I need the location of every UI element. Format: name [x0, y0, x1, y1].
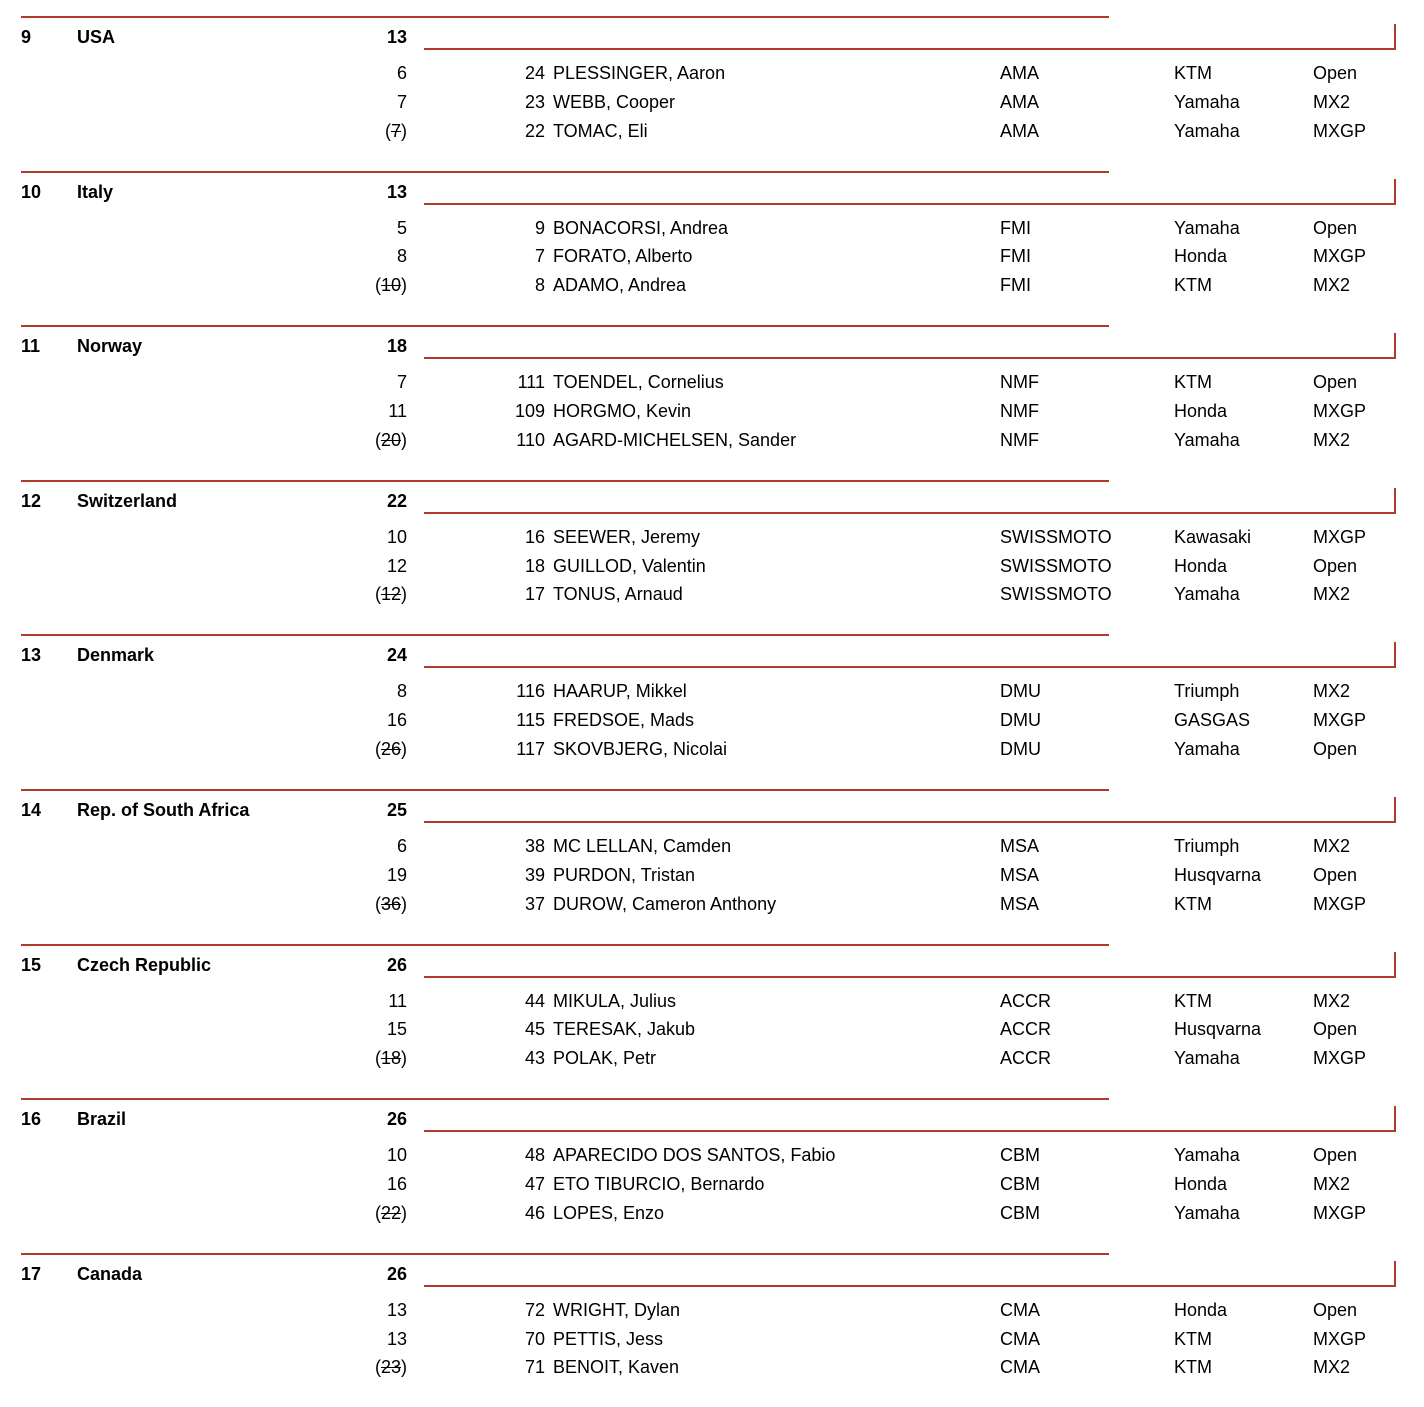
rider-brand: Honda — [1174, 400, 1228, 421]
rider-points — [300, 1300, 407, 1320]
rider-federation: ACCR — [1000, 1048, 1052, 1069]
rider-brand: KTM — [1174, 372, 1212, 393]
rider-brand: Honda — [1174, 555, 1228, 576]
points-value: 19 — [386, 864, 407, 885]
rider-federation: NMF — [1000, 372, 1039, 393]
rider-federation: NMF — [1000, 429, 1039, 450]
points-value: 6 — [396, 63, 407, 83]
rider-name: SKOVBJERG, Nicolai — [553, 738, 728, 759]
rider-number: 110 — [516, 429, 545, 450]
rider-class: MX2 — [1313, 429, 1351, 450]
rider-number: 37 — [524, 893, 545, 914]
rider-name: AGARD-MICHELSEN, Sander — [553, 429, 797, 450]
rider-name: TONUS, Arnaud — [553, 584, 683, 605]
rider-name: BONACORSI, Andrea — [553, 217, 729, 238]
team-total-points: 13 — [386, 27, 407, 47]
rider-federation: FMI — [1000, 246, 1031, 267]
rider-brand: Yamaha — [1174, 217, 1240, 238]
team-country: Rep. of South Africa — [77, 800, 250, 820]
rider-points: (26) — [374, 738, 407, 759]
rider-federation: AMA — [1000, 63, 1040, 83]
rider-class: Open — [1313, 1299, 1358, 1320]
rider-name: PURDON, Tristan — [553, 864, 696, 885]
rider-points — [300, 92, 407, 112]
team-separator-line — [21, 944, 1109, 946]
rider-row — [0, 739, 1424, 767]
rider-number: 17 — [524, 584, 545, 605]
rider-class: MXGP — [1313, 400, 1367, 421]
points-value: 5 — [396, 217, 407, 238]
team-bracket-line — [424, 1106, 1396, 1132]
team-country: Canada — [77, 1263, 143, 1284]
dropped-points-value: 22 — [380, 1202, 401, 1223]
rider-federation: CMA — [1000, 1357, 1040, 1378]
rider-number: 45 — [524, 1019, 545, 1040]
rider-brand: Yamaha — [1174, 1145, 1240, 1166]
rider-class: MX2 — [1313, 1357, 1351, 1378]
rider-federation: SWISSMOTO — [1000, 526, 1112, 547]
dropped-points-value: 10 — [380, 275, 401, 296]
team-bracket-line — [424, 24, 1396, 50]
points-value: 7 — [396, 91, 407, 112]
rider-brand: Yamaha — [1174, 738, 1240, 759]
team-block — [0, 1253, 1424, 1407]
rider-name: APARECIDO DOS SANTOS, Fabio — [553, 1145, 836, 1166]
rider-number: 115 — [516, 710, 545, 731]
rider-row — [0, 92, 1424, 120]
team-block — [0, 171, 1424, 325]
team-position: 13 — [21, 645, 42, 666]
rider-row — [0, 556, 1424, 584]
rider-federation: MSA — [1000, 864, 1040, 885]
rider-row — [0, 836, 1424, 864]
rider-row — [0, 1203, 1424, 1231]
rider-federation: CMA — [1000, 1299, 1040, 1320]
rider-number: 8 — [534, 275, 545, 296]
team-separator-line — [21, 16, 1109, 18]
rider-brand: Honda — [1174, 1173, 1228, 1194]
rider-brand: Yamaha — [1174, 584, 1240, 605]
rider-points — [300, 1174, 407, 1194]
dropped-points-value: 23 — [380, 1357, 401, 1378]
points-value: 15 — [386, 1019, 407, 1040]
team-position: 12 — [21, 490, 42, 511]
rider-brand: Honda — [1174, 246, 1228, 267]
rider-brand: KTM — [1174, 275, 1212, 296]
rider-points — [300, 246, 407, 266]
rider-class: MX2 — [1313, 681, 1351, 702]
rider-name: MIKULA, Julius — [553, 990, 677, 1011]
rider-name: WRIGHT, Dylan — [553, 1299, 681, 1320]
dropped-points-value: 36 — [380, 893, 401, 914]
rider-brand: KTM — [1174, 893, 1212, 914]
rider-federation: FMI — [1000, 275, 1031, 296]
rider-name: PLESSINGER, Aaron — [553, 63, 726, 83]
rider-number: 71 — [524, 1357, 545, 1378]
rider-points — [300, 836, 407, 856]
rider-class: MXGP — [1313, 1202, 1367, 1223]
team-bracket-line — [424, 797, 1396, 823]
team-position: 9 — [21, 27, 32, 47]
rider-points — [300, 218, 407, 238]
team-block — [0, 944, 1424, 1098]
team-position: 16 — [21, 1109, 42, 1130]
rider-class: MX2 — [1313, 990, 1351, 1011]
rider-number: 22 — [524, 120, 545, 141]
rider-name: TERESAK, Jakub — [553, 1019, 696, 1040]
rider-federation: ACCR — [1000, 1019, 1052, 1040]
rider-number: 43 — [524, 1048, 545, 1069]
rider-class: MXGP — [1313, 893, 1367, 914]
team-block — [0, 789, 1424, 943]
points-value: 11 — [388, 990, 407, 1011]
rider-points: (22) — [374, 1202, 407, 1223]
team-bracket-line — [424, 1261, 1396, 1287]
team-bracket-line — [424, 488, 1396, 514]
rider-federation: NMF — [1000, 400, 1039, 421]
rider-row — [0, 1019, 1424, 1047]
rider-number: 47 — [524, 1173, 545, 1194]
team-separator-line — [21, 634, 1109, 636]
rider-points: (12) — [374, 584, 407, 605]
rider-row — [0, 1329, 1424, 1357]
rider-brand: GASGAS — [1174, 710, 1251, 731]
team-total-points: 26 — [386, 954, 407, 975]
rider-number: 7 — [534, 246, 545, 267]
rider-class: Open — [1313, 63, 1358, 83]
team-block — [0, 1098, 1424, 1252]
rider-number: 24 — [524, 63, 545, 83]
rider-number: 46 — [524, 1202, 545, 1223]
rider-class: MX2 — [1313, 1173, 1351, 1194]
rider-class: MX2 — [1313, 584, 1351, 605]
rider-row — [0, 430, 1424, 458]
rider-number: 70 — [524, 1328, 545, 1349]
points-value: 10 — [386, 1145, 407, 1166]
team-bracket-line — [424, 333, 1396, 359]
rider-number: 109 — [514, 400, 545, 421]
rider-name: SEEWER, Jeremy — [553, 526, 701, 547]
rider-name: WEBB, Cooper — [553, 91, 676, 112]
rider-name: ADAMO, Andrea — [553, 275, 687, 296]
rider-name: TOMAC, Eli — [553, 120, 648, 141]
rider-federation: ACCR — [1000, 990, 1052, 1011]
team-separator-line — [21, 789, 1109, 791]
rider-brand: KTM — [1174, 1357, 1212, 1378]
rider-number: 39 — [524, 864, 545, 885]
team-block — [0, 480, 1424, 634]
team-position: 11 — [21, 336, 41, 357]
rider-class: Open — [1313, 1019, 1358, 1040]
rider-name: GUILLOD, Valentin — [553, 555, 706, 576]
rider-number: 44 — [524, 990, 545, 1011]
rider-brand: Yamaha — [1174, 1048, 1240, 1069]
rider-row — [0, 584, 1424, 612]
rider-number: 116 — [516, 681, 545, 702]
rider-class: MXGP — [1313, 1048, 1367, 1069]
points-value: 13 — [386, 1328, 407, 1349]
rider-federation: CBM — [1000, 1145, 1040, 1166]
rider-points — [300, 401, 407, 421]
rider-brand: Kawasaki — [1174, 526, 1252, 547]
team-total-points: 22 — [386, 490, 407, 511]
rider-points — [300, 710, 407, 730]
team-total-points: 26 — [386, 1109, 407, 1130]
rider-points — [300, 1145, 407, 1165]
points-value: 16 — [386, 710, 407, 731]
rider-points — [300, 527, 407, 547]
rider-brand: Yamaha — [1174, 429, 1240, 450]
rider-points — [300, 1019, 407, 1039]
rider-name: TOENDEL, Cornelius — [553, 372, 724, 393]
rider-row — [0, 1048, 1424, 1076]
rider-number: 72 — [524, 1299, 545, 1320]
rider-points: (23) — [374, 1357, 407, 1378]
dropped-points-value: 26 — [380, 738, 401, 759]
rider-points: (18) — [374, 1048, 407, 1069]
team-position: 15 — [21, 954, 42, 975]
rider-name: FREDSOE, Mads — [553, 710, 695, 731]
team-position: 14 — [21, 800, 42, 820]
rider-name: DUROW, Cameron Anthony — [553, 893, 777, 914]
points-value: 7 — [396, 372, 407, 393]
team-position: 10 — [21, 181, 42, 202]
rider-federation: CBM — [1000, 1173, 1040, 1194]
rider-name: ETO TIBURCIO, Bernardo — [553, 1173, 765, 1194]
rider-points: (20) — [374, 429, 407, 450]
rider-name: LOPES, Enzo — [553, 1202, 665, 1223]
rider-name: PETTIS, Jess — [553, 1328, 664, 1349]
rider-row — [0, 865, 1424, 893]
rider-class: Open — [1313, 372, 1358, 393]
rider-name: MC LELLAN, Camden — [553, 836, 732, 856]
rider-row — [0, 710, 1424, 738]
rider-class: Open — [1313, 1145, 1358, 1166]
rider-federation: SWISSMOTO — [1000, 584, 1112, 605]
points-value: 8 — [396, 681, 407, 702]
rider-row — [0, 372, 1424, 400]
rider-brand: Triumph — [1174, 836, 1240, 856]
rider-points — [300, 991, 407, 1011]
rider-name: HORGMO, Kevin — [553, 400, 692, 421]
team-block — [0, 634, 1424, 788]
team-country: Czech Republic — [77, 954, 212, 975]
rider-row — [0, 1174, 1424, 1202]
rider-number: 111 — [517, 372, 545, 393]
rider-federation: FMI — [1000, 217, 1031, 238]
team-separator-line — [21, 1253, 1109, 1255]
team-separator-line — [21, 1098, 1109, 1100]
rider-number: 18 — [524, 555, 545, 576]
team-separator-line — [21, 480, 1109, 482]
rider-row — [0, 121, 1424, 149]
rider-class: MXGP — [1313, 526, 1367, 547]
team-total-points: 18 — [386, 336, 407, 357]
rider-points: (10) — [374, 275, 407, 296]
rider-brand: KTM — [1174, 1328, 1212, 1349]
rider-brand: KTM — [1174, 63, 1212, 83]
rider-points — [300, 556, 407, 576]
rider-brand: Triumph — [1174, 681, 1240, 702]
rider-row — [0, 1300, 1424, 1328]
team-block — [0, 325, 1424, 479]
rider-brand: Husqvarna — [1174, 864, 1262, 885]
rider-class: MXGP — [1313, 120, 1367, 141]
rider-class: MX2 — [1313, 275, 1351, 296]
rider-row — [0, 218, 1424, 246]
team-total-points: 24 — [386, 645, 407, 666]
rider-row — [0, 246, 1424, 274]
team-country: Norway — [77, 336, 143, 357]
rider-points — [300, 865, 407, 885]
rider-class: Open — [1313, 738, 1358, 759]
team-separator-line — [21, 171, 1109, 173]
rider-federation: AMA — [1000, 120, 1040, 141]
rider-row — [0, 63, 1424, 91]
team-country: Switzerland — [77, 490, 178, 511]
rider-points — [300, 63, 407, 83]
rider-name: HAARUP, Mikkel — [553, 681, 687, 702]
rider-brand: Honda — [1174, 1299, 1228, 1320]
rider-class: MX2 — [1313, 836, 1351, 856]
rider-row — [0, 527, 1424, 555]
rider-federation: DMU — [1000, 681, 1041, 702]
team-total-points: 26 — [386, 1263, 407, 1284]
rider-number: 38 — [524, 836, 545, 856]
team-block — [0, 16, 1424, 170]
team-separator-line — [21, 325, 1109, 327]
team-country: Italy — [77, 181, 114, 202]
rider-class: Open — [1313, 217, 1358, 238]
team-total-points: 13 — [386, 181, 407, 202]
rider-federation: DMU — [1000, 738, 1041, 759]
rider-name: FORATO, Alberto — [553, 246, 693, 267]
team-total-points: 25 — [386, 800, 407, 820]
rider-class: MXGP — [1313, 1328, 1367, 1349]
rider-points — [300, 372, 407, 392]
points-value: 12 — [386, 555, 407, 576]
team-bracket-line — [424, 952, 1396, 978]
dropped-points-value: 18 — [380, 1048, 401, 1069]
dropped-points-value: 7 — [390, 120, 401, 141]
team-bracket-line — [424, 179, 1396, 205]
rider-points — [300, 1329, 407, 1349]
rider-row — [0, 401, 1424, 429]
team-country: Denmark — [77, 645, 155, 666]
team-bracket-line — [424, 642, 1396, 668]
points-value: 11 — [388, 400, 407, 421]
team-country: USA — [77, 27, 116, 47]
rider-points: (36) — [374, 893, 407, 914]
team-country: Brazil — [77, 1109, 127, 1130]
rider-federation: AMA — [1000, 91, 1040, 112]
rider-federation: SWISSMOTO — [1000, 555, 1112, 576]
rider-federation: MSA — [1000, 836, 1040, 856]
rider-row — [0, 1357, 1424, 1385]
points-value: 8 — [396, 246, 407, 267]
rider-brand: Husqvarna — [1174, 1019, 1262, 1040]
dropped-points-value: 12 — [380, 584, 401, 605]
rider-row — [0, 681, 1424, 709]
rider-federation: DMU — [1000, 710, 1041, 731]
rider-number: 16 — [524, 526, 545, 547]
rider-row — [0, 275, 1424, 303]
rider-class: MX2 — [1313, 91, 1351, 112]
rider-brand: Yamaha — [1174, 120, 1240, 141]
rider-name: BENOIT, Kaven — [553, 1357, 680, 1378]
points-value: 6 — [396, 836, 407, 856]
rider-points: (7) — [384, 120, 407, 141]
rider-points — [300, 681, 407, 701]
rider-name: POLAK, Petr — [553, 1048, 657, 1069]
dropped-points-value: 20 — [380, 429, 401, 450]
rider-brand: Yamaha — [1174, 1202, 1240, 1223]
rider-number: 23 — [524, 91, 545, 112]
points-value: 13 — [386, 1299, 407, 1320]
team-position: 17 — [21, 1263, 42, 1284]
rider-brand: Yamaha — [1174, 91, 1240, 112]
rider-row — [0, 894, 1424, 922]
rider-federation: CMA — [1000, 1328, 1040, 1349]
rider-class: Open — [1313, 864, 1358, 885]
rider-number: 9 — [534, 217, 545, 238]
rider-row — [0, 991, 1424, 1019]
rider-class: Open — [1313, 555, 1358, 576]
rider-class: MXGP — [1313, 710, 1367, 731]
points-value: 16 — [386, 1173, 407, 1194]
rider-class: MXGP — [1313, 246, 1367, 267]
rider-number: 117 — [516, 738, 545, 759]
rider-brand: KTM — [1174, 990, 1212, 1011]
rider-row — [0, 1145, 1424, 1173]
rider-number: 48 — [524, 1145, 545, 1166]
rider-federation: CBM — [1000, 1202, 1040, 1223]
points-value: 10 — [386, 526, 407, 547]
rider-federation: MSA — [1000, 893, 1040, 914]
